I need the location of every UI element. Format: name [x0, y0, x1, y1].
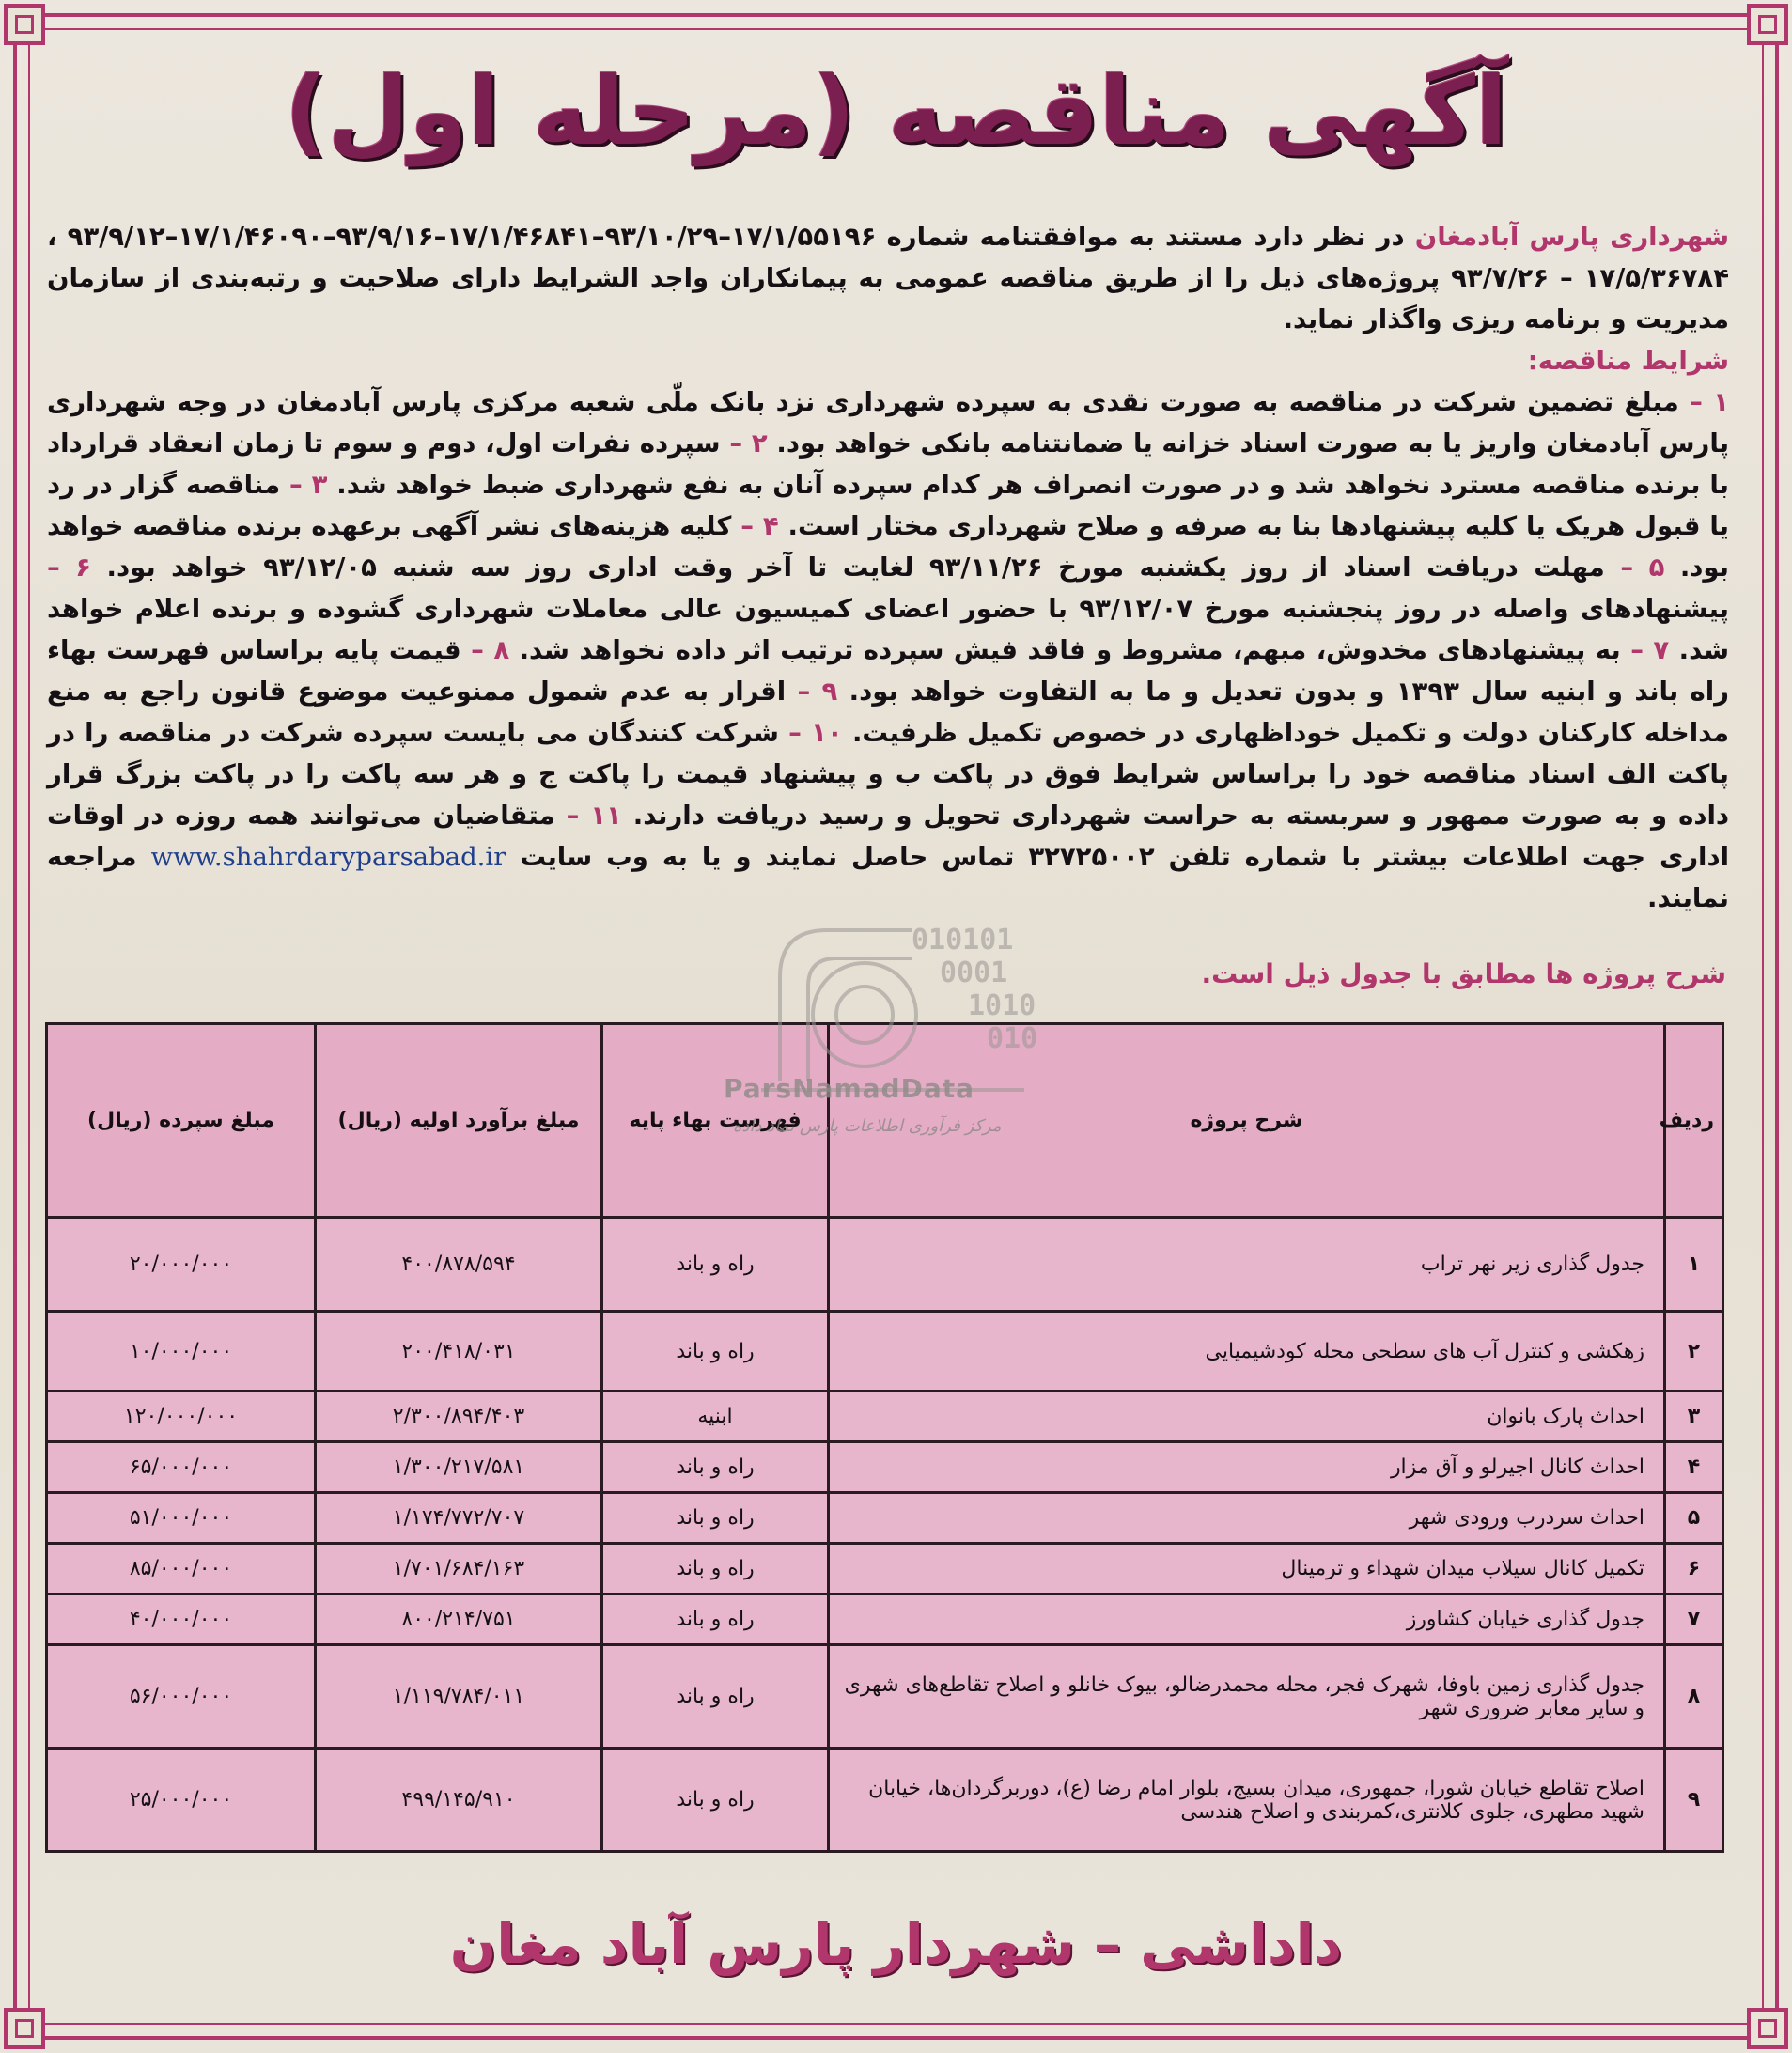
conditions-paragraph — [47, 381, 1729, 919]
condition-number: ۲ – — [729, 428, 768, 459]
cell-estimate: ۱/۳۰۰/۲۱۷/۵۸۱ — [316, 1442, 602, 1493]
cell-index: ۸ — [1665, 1645, 1723, 1749]
condition-text: اقرار به عدم شمول ممنوعیت موضوع قانون راجع به منع مداخله کارکنان دولت و تکمیل خوداظهاری در خصوص تکمیل ظرفیت. — [47, 677, 1730, 748]
condition-text: قیمت پایه براساس فهرست بهاء راه باند و ابنیه سال ۱۳۹۳ و بدون تعدیل و ما به التفاوت خواهد بود. — [47, 635, 1729, 707]
cell-estimate: ۱/۱۷۴/۷۷۲/۷۰۷ — [316, 1493, 602, 1544]
corner-ornament — [1747, 4, 1788, 45]
cell-deposit: ۱۰/۰۰۰/۰۰۰ — [47, 1312, 316, 1392]
projects-note: شرح پروژه ها مطابق با جدول ذیل است. — [1201, 958, 1726, 989]
cell-deposit: ۲۵/۰۰۰/۰۰۰ — [47, 1749, 316, 1852]
cell-description: اصلاح تقاطع خیابان شورا، جمهوری، میدان بسیج، بلوار امام رضا (ع)، دوربرگردان‌ها، خیابان شهید مطهری، جلوی کلانتری،کمربندی و اصلاح هندسی — [829, 1749, 1665, 1852]
cell-price-list: راه و باند — [602, 1493, 829, 1544]
table-row — [47, 1392, 1723, 1442]
corner-ornament — [4, 2008, 45, 2049]
header-deposit: مبلغ سپرده (ریال) — [47, 1024, 316, 1218]
cell-price-list: راه و باند — [602, 1442, 829, 1493]
cell-estimate: ۲/۳۰۰/۸۹۴/۴۰۳ — [316, 1392, 602, 1442]
cell-estimate: ۱/۱۱۹/۷۸۴/۰۱۱ — [316, 1645, 602, 1749]
header-description: شرح پروژه — [829, 1024, 1665, 1218]
corner-ornament — [1747, 2008, 1788, 2049]
cell-description: جدول گذاری خیابان کشاورز — [829, 1594, 1665, 1645]
cell-index: ۳ — [1665, 1392, 1723, 1442]
table-row — [47, 1594, 1723, 1645]
cell-price-list: راه و باند — [602, 1544, 829, 1594]
cell-index: ۹ — [1665, 1749, 1723, 1852]
condition-text: متقاضیان می‌توانند همه روزه در اوقات اداری جهت اطلاعات بیشتر با شماره تلفن ۳۲۷۲۵۰۰۲ تماس حاصل نمایند و یا به وب سایت — [47, 801, 1729, 872]
cell-index: ۴ — [1665, 1442, 1723, 1493]
svg-text:1010: 1010 — [968, 989, 1036, 1022]
cell-index: ۵ — [1665, 1493, 1723, 1544]
cell-description: جدول گذاری زیر نهر تراب — [829, 1218, 1665, 1312]
mayor-signature: داداشی – شهردار پارس آباد مغان — [449, 1912, 1343, 1976]
condition-number: ۵ – — [1620, 552, 1665, 583]
intro-paragraph — [47, 216, 1729, 340]
condition-number: ۹ – — [797, 677, 838, 707]
svg-text:010101: 010101 — [912, 924, 1014, 957]
table-row — [47, 1749, 1723, 1852]
condition-number: ۷ – — [1630, 635, 1670, 665]
cell-deposit: ۵۶/۰۰۰/۰۰۰ — [47, 1645, 316, 1749]
condition-text: کلیه هزینه‌های نشر آگهی برعهده برنده مناقصه خواهد بود. — [47, 511, 1729, 583]
condition-number: ۱۰ – — [788, 718, 843, 748]
website-link[interactable]: www.shahrdaryparsabad.ir — [150, 842, 506, 872]
cell-estimate: ۱/۷۰۱/۶۸۴/۱۶۳ — [316, 1544, 602, 1594]
condition-number: ۱ – — [1690, 387, 1730, 417]
cell-estimate: ۲۰۰/۴۱۸/۰۳۱ — [316, 1312, 602, 1392]
condition-text: مبلغ تضمین شرکت در مناقصه به صورت نقدی به سپرده شهرداری نزد بانک ملّی شعبه مرکزی پارس آبادمغان در وجه شهرداری پارس آبادمغان واریز یا به صورت اسناد خزانه یا ضمانتنامه بانکی خواهد بود. — [47, 387, 1730, 459]
cell-estimate: ۸۰۰/۲۱۴/۷۵۱ — [316, 1594, 602, 1645]
cell-description: احداث پارک بانوان — [829, 1392, 1665, 1442]
cell-price-list: راه و باند — [602, 1749, 829, 1852]
table-row — [47, 1493, 1723, 1544]
corner-ornament — [4, 4, 45, 45]
cell-index: ۱ — [1665, 1218, 1723, 1312]
header-index: ردیف — [1665, 1024, 1723, 1218]
cell-index: ۲ — [1665, 1312, 1723, 1392]
table-row — [47, 1312, 1723, 1392]
watermark-tagline: مرکز فرآوری اطلاعات پارس نماد داده — [733, 1116, 1002, 1136]
notice-body — [47, 216, 1729, 919]
header-estimate: مبلغ برآورد اولیه (ریال) — [316, 1024, 602, 1218]
condition-number: ۴ – — [740, 511, 779, 541]
condition-number: ۱۱ – — [566, 801, 622, 831]
cell-description: جدول گذاری زمین باوفا، شهرک فجر، محله محمدرضالو، بیوک خانلو و اصلاح تقاطع‌های شهری و سایر معابر ضروری شهر — [829, 1645, 1665, 1749]
cell-price-list: ابنیه — [602, 1392, 829, 1442]
notice-title: آگهی مناقصه (مرحله اول) — [284, 56, 1508, 166]
condition-text: شرکت کنندگان می بایست سپرده شرکت در مناقصه را در پاکت الف اسناد مناقصه خود را براساس شرایط فوق در پاکت ب و پیشنهاد قیمت را پاکت ج و هر سه پاکت را در پاکت بزرگ قرار داده و به صورت ممهور و سربسته به حراست شهرداری تحویل و رسید دریافت دارند. — [47, 718, 1729, 831]
svg-text:010: 010 — [987, 1022, 1038, 1055]
condition-text: سپرده نفرات اول، دوم و سوم تا زمان انعقاد قرارداد با برنده مناقصه مسترد نخواهد شد و در صورت انصراف هر کدام سپرده آنان به نفع شهرداری ضبط خواهد شد. — [47, 428, 1729, 500]
cell-estimate: ۴۹۹/۱۴۵/۹۱۰ — [316, 1749, 602, 1852]
condition-number: ۸ – — [471, 635, 510, 665]
condition-text: پیشنهادهای واصله در روز پنجشنبه مورخ ۹۳/۱۲/۰۷ با حضور اعضای کمیسیون عالی معاملات شهرداری گشوده و برنده اعلام خواهد شد. — [47, 594, 1730, 665]
cell-deposit: ۴۰/۰۰۰/۰۰۰ — [47, 1594, 316, 1645]
cell-deposit: ۲۰/۰۰۰/۰۰۰ — [47, 1218, 316, 1312]
condition-text: مناقصه گزار در رد یا قبول هریک یا کلیه پیشنهادها بنا به صرفه و صلاح شهرداری مختار است. — [47, 470, 1729, 541]
svg-text:0001: 0001 — [940, 957, 1008, 989]
projects-table — [45, 1022, 1724, 1853]
cell-deposit: ۱۲۰/۰۰۰/۰۰۰ — [47, 1392, 316, 1442]
condition-text: مهلت دریافت اسناد از روز یکشنبه مورخ ۹۳/۱۱/۲۶ لغایت تا آخر وقت اداری روز سه شنبه ۹۳/۱۲/۰۵ خواهد بود. — [106, 552, 1605, 583]
website-suffix: مراجعه نمایند. — [47, 842, 1729, 913]
cell-deposit: ۵۱/۰۰۰/۰۰۰ — [47, 1493, 316, 1544]
cell-index: ۷ — [1665, 1594, 1723, 1645]
watermark-name: ParsNamadData — [724, 1073, 974, 1104]
cell-description: احداث سردرب ورودی شهر — [829, 1493, 1665, 1544]
cell-deposit: ۶۵/۰۰۰/۰۰۰ — [47, 1442, 316, 1493]
cell-price-list: راه و باند — [602, 1594, 829, 1645]
cell-deposit: ۸۵/۰۰۰/۰۰۰ — [47, 1544, 316, 1594]
conditions-heading: شرایط مناقصه: — [1527, 346, 1729, 376]
table-row — [47, 1544, 1723, 1594]
header-price-list: فهرست بهاء پایه — [602, 1024, 829, 1218]
cell-price-list: راه و باند — [602, 1218, 829, 1312]
condition-number: ۶ – — [47, 552, 92, 583]
cell-estimate: ۴۰۰/۸۷۸/۵۹۴ — [316, 1218, 602, 1312]
cell-description: احداث کانال اجیرلو و آق مزار — [829, 1442, 1665, 1493]
intro-text: در نظر دارد مستند به موافقتنامه شماره ۱۷/۱/۵۵۱۹۶–۹۳/۱۰/۲۹–۱۷/۱/۴۶۸۴۱–۹۳/۹/۱۶–۱۷/۱/۴۶۰۹۰–۹۳/۹/۱۲ ، ۱۷/۵/۳۶۷۸۴ – ۹۳/۷/۲۶ پروژه‌های ذیل را از طریق مناقصه عمومی به پیمانکاران واجد الشرایط دارای صلاحیت و رتبه‌بندی از سازمان مدیریت و برنامه ریزی واگذار نماید. — [47, 222, 1729, 334]
cell-description: تکمیل کانال سیلاب میدان شهداء و ترمینال — [829, 1544, 1665, 1594]
cell-index: ۶ — [1665, 1544, 1723, 1594]
table-row — [47, 1218, 1723, 1312]
organization-name: شهرداری پارس آبادمغان — [1414, 222, 1730, 252]
cell-description: زهکشی و کنترل آب های سطحی محله کودشیمیایی — [829, 1312, 1665, 1392]
condition-text: به پیشنهادهای مخدوش، مبهم، مشروط و فاقد فیش سپرده ترتیب اثر داده نخواهد شد. — [519, 635, 1621, 665]
table-row — [47, 1442, 1723, 1493]
cell-price-list: راه و باند — [602, 1645, 829, 1749]
table-row — [47, 1645, 1723, 1749]
condition-number: ۳ – — [289, 470, 328, 500]
cell-price-list: راه و باند — [602, 1312, 829, 1392]
